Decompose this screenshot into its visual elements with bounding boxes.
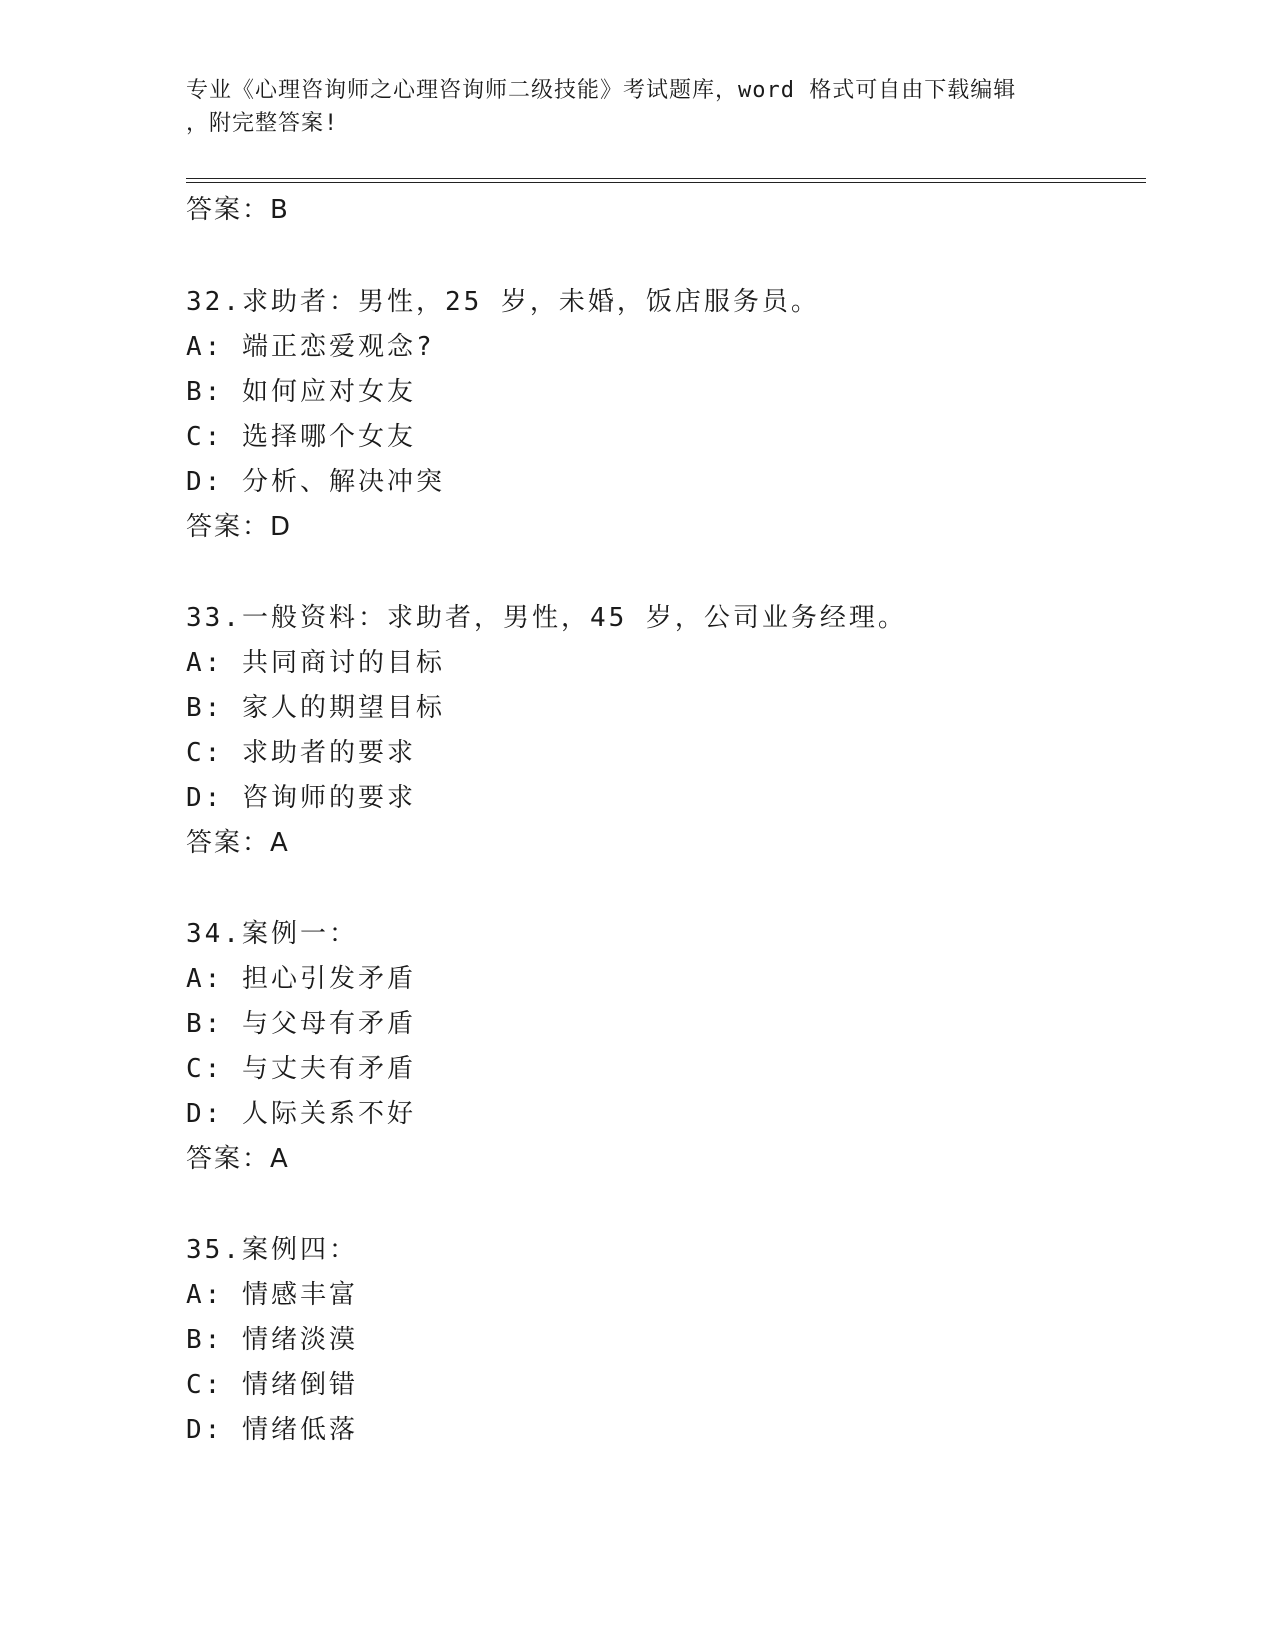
answer-label: 答案：B	[186, 195, 290, 225]
option-d: D: 咨询师的要求	[186, 783, 416, 813]
header-divider-secondary	[186, 182, 1146, 183]
answer-label: 答案：D	[186, 512, 293, 542]
option-b: B: 与父母有矛盾	[186, 1009, 416, 1039]
option-c: C: 求助者的要求	[186, 738, 416, 768]
question-stem: 33.一般资料：求助者，男性，45 岁，公司业务经理。	[186, 603, 907, 633]
option-b: B: 如何应对女友	[186, 377, 416, 407]
answer-label: 答案：A	[186, 1144, 290, 1174]
answer-label: 答案：A	[186, 828, 290, 858]
option-c: C: 与丈夫有矛盾	[186, 1054, 416, 1084]
option-d: D: 分析、解决冲突	[186, 467, 445, 497]
question-stem: 35.案例四：	[186, 1235, 358, 1265]
header-divider	[186, 178, 1146, 179]
option-d: D: 人际关系不好	[186, 1099, 416, 1129]
header-line-2: ，附完整答案!	[186, 111, 339, 136]
option-a: A: 端正恋爱观念?	[186, 332, 435, 362]
option-c: C: 选择哪个女友	[186, 422, 416, 452]
option-c: C: 情绪倒错	[186, 1370, 358, 1400]
document-header	[186, 74, 1066, 140]
question-stem: 32.求助者：男性，25 岁，未婚，饭店服务员。	[186, 287, 820, 317]
option-b: B: 情绪淡漠	[186, 1325, 358, 1355]
header-line-1: 专业《心理咨询师之心理咨询师二级技能》考试题库，word 格式可自由下载编辑	[186, 78, 1017, 103]
question-stem: 34.案例一：	[186, 919, 358, 949]
option-a: A: 担心引发矛盾	[186, 964, 416, 994]
option-d: D: 情绪低落	[186, 1415, 358, 1445]
option-a: A: 共同商讨的目标	[186, 648, 445, 678]
option-b: B: 家人的期望目标	[186, 693, 445, 723]
option-a: A: 情感丰富	[186, 1280, 358, 1310]
